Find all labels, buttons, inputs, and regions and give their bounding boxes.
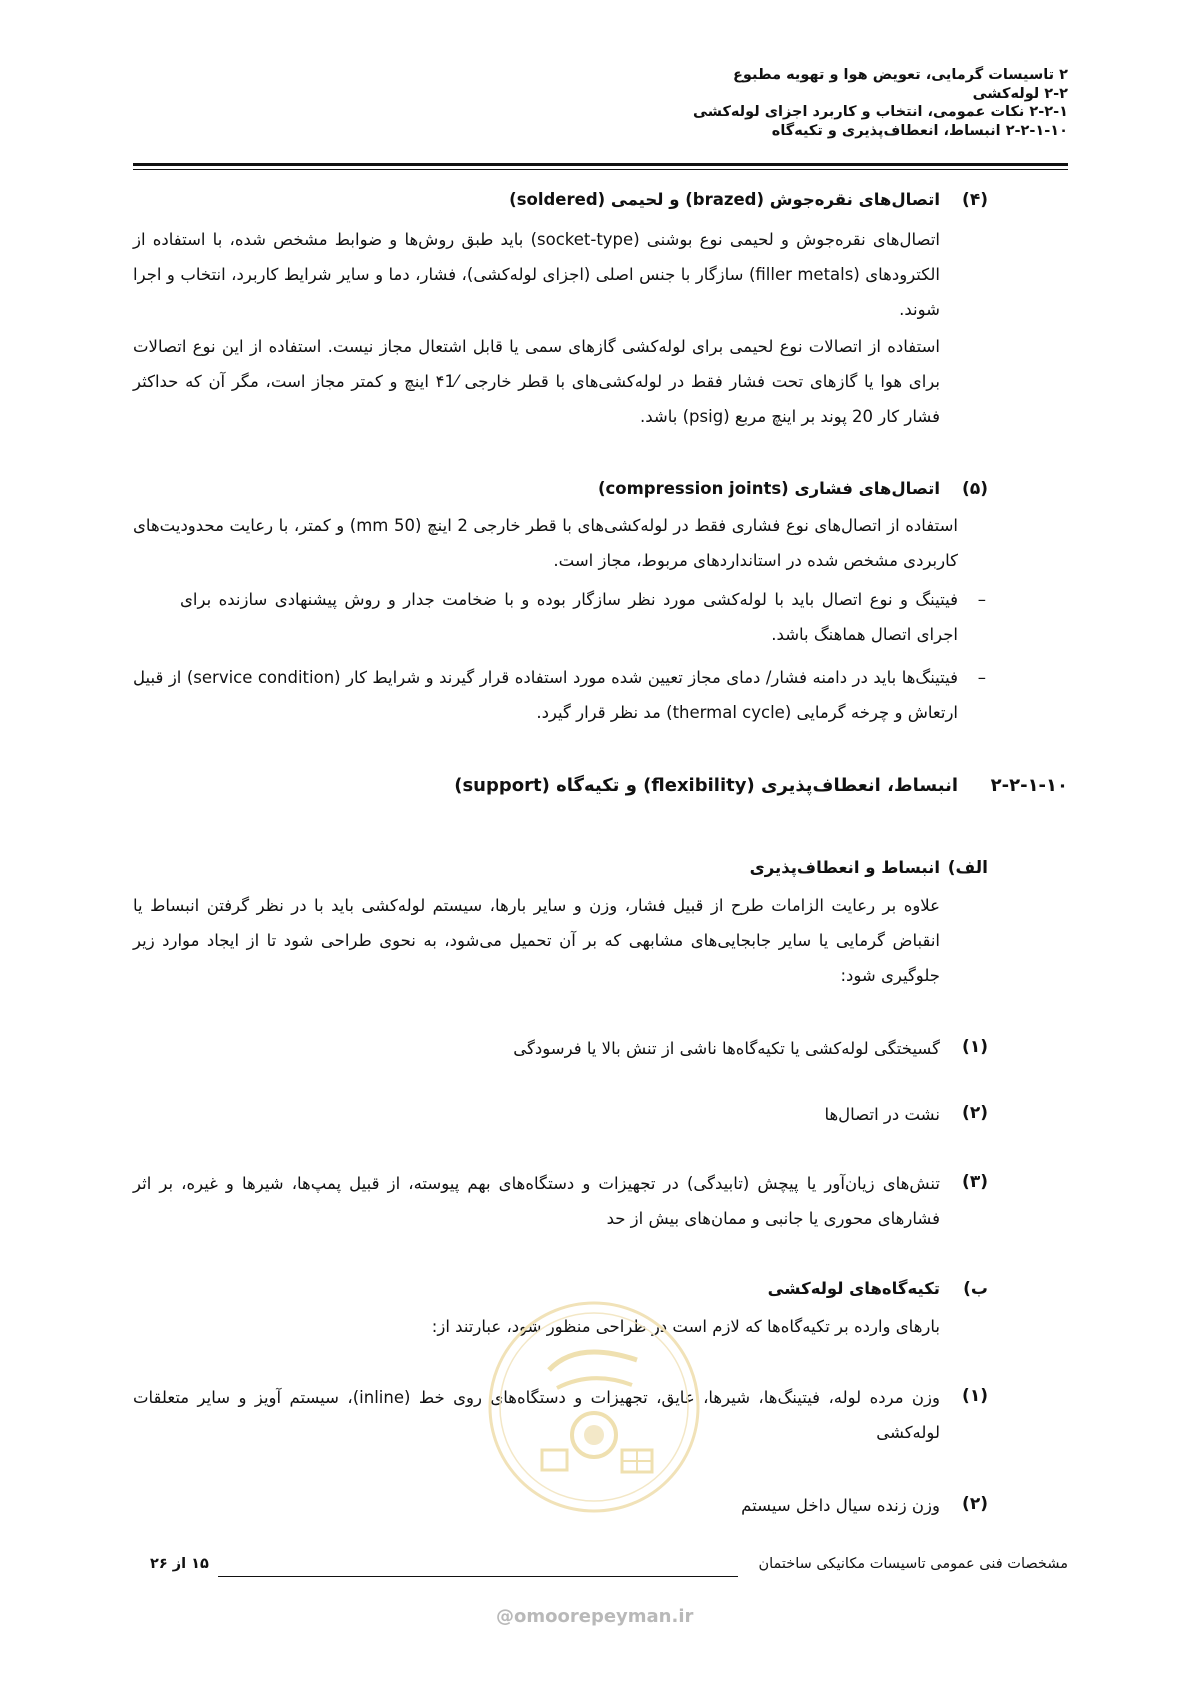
list-number: (۱) [962, 1386, 988, 1406]
bullet-fitting-compatibility: فیتینگ و نوع اتصال باید با لوله‌کشی مورد نظر سازگار بوده و با ضخامت جدار و روش پیشنهادی سازنده برای اجرای اتصال هماهنگ باشد. [180, 590, 958, 644]
section-title: انبساط، انعطاف‌پذیری (flexibility) و تکیه‌گاه (support) [454, 775, 958, 796]
list-item-harmful-stress: تنش‌های زیان‌آور یا پیچش (تابیدگی) در تجهیزات و دستگاه‌های بهم پیوسته، از قبیل پمپ‌ها، شیرها و غیره، بر اثر فشارهای محوری یا جانبی و ممان‌های بیش از حد [133, 1174, 940, 1228]
list-number: (۲) [962, 1494, 988, 1514]
list-number: (۳) [962, 1172, 988, 1192]
item-number-5: (۵) [962, 479, 988, 499]
watermark-site-text: @omoorepeyman.ir [496, 1606, 694, 1627]
list-item-rupture: گسیختگی لوله‌کشی یا تکیه‌گاه‌ها ناشی از تنش بالا یا فرسودگی [513, 1039, 940, 1058]
subsection-be-title: تکیه‌گاه‌های لوله‌کشی [767, 1279, 940, 1298]
footer-page-number: ۱۵ از ۲۶ [150, 1556, 209, 1572]
header-rule-thick [133, 163, 1068, 166]
header-chapter: ۲ تاسیسات گرمایی، تعویض هوا و تهویه مطبوع [733, 67, 1068, 83]
paragraph-brazed-2: استفاده از اتصالات نوع لحیمی برای لوله‌کشی گازهای سمی یا قابل اشتعال مجاز نیست. استفاده از این نوع اتصالات برای هوا یا گازهای تحت فشار فقط در لوله‌کشی‌های با قطر خارجی ⁄۴1 اینچ و کمتر مجاز است، مگر آن که حداکثر فشار کار 20 پوند بر اینچ مربع (psig) باشد. [133, 337, 940, 426]
subsection-alef-title: انبساط و انعطاف‌پذیری [749, 858, 940, 877]
footer-rule [218, 1576, 738, 1577]
page-header [693, 66, 1068, 140]
paragraph-brazed-1: اتصال‌های نقره‌جوش و لحیمی نوع بوشنی (socket-type) باید طبق روش‌ها و ضوابط مشخص شده، با استفاده از الکترودهای (filler metals) سازگار با جنس اصلی (اجزای لوله‌کشی)، فشار، دما و سایر شرایط کاربرد، انتخاب و اجرا شوند. [133, 230, 941, 319]
subsection-be-label: ب) [963, 1279, 988, 1299]
item-number-4: (۴) [962, 190, 988, 210]
list-number: (۲) [962, 1103, 988, 1123]
item-title-compression-joints: اتصال‌های فشاری (compression joints) [597, 479, 940, 498]
list-number: (۱) [962, 1037, 988, 1057]
header-subsection: ۲-۲-۱ نکات عمومی، انتخاب و کاربرد اجزای لوله‌کشی [693, 104, 1068, 120]
paragraph-expansion: علاوه بر رعایت الزامات طرح از قبیل فشار، وزن و سایر بارها، سیستم لوله‌کشی باید با در نظر گرفتن انبساط یا انقباض گرمایی یا سایر جابجایی‌های مشابهی که بر آن تحمیل می‌شود، به نحوی طراحی شود تا از ایجاد موارد زیر جلوگیری شود: [133, 896, 940, 985]
item-title-brazed-soldered: اتصال‌های نقره‌جوش (brazed) و لحیمی (soldered) [509, 190, 940, 209]
list-item-leakage: نشت در اتصال‌ها [824, 1105, 940, 1124]
paragraph-support-loads: بارهای وارده بر تکیه‌گاه‌ها که لازم است در طراحی منظور شود، عبارتند از: [431, 1317, 940, 1336]
list-item-live-load: وزن زنده سیال داخل سیستم [741, 1496, 940, 1515]
header-topic: ۲-۲-۱-۱۰ انبساط، انعطاف‌پذیری و تکیه‌گاه [771, 122, 1068, 139]
subsection-alef-label: الف) [947, 858, 988, 878]
header-section: ۲-۲ لوله‌کشی [972, 85, 1068, 102]
header-rule-thin [133, 169, 1068, 170]
list-item-dead-load: وزن مرده لوله، فیتینگ‌ها، شیرها، عایق، تجهیزات و دستگاه‌های روی خط (inline)، سیستم آویز و سایر متعلقات لوله‌کشی [133, 1388, 940, 1442]
paragraph-compression: استفاده از اتصال‌های نوع فشاری فقط در لوله‌کشی‌های با قطر خارجی 2 اینچ (50 mm) و کمتر، با رعایت محدودیت‌های کاربردی مشخص شده در استانداردهای مربوط، مجاز است. [133, 516, 958, 570]
bullet-fitting-pressure-range: فیتینگ‌ها باید در دامنه فشار/ دمای مجاز تعیین شده مورد استفاده قرار گیرند و شرایط کار (service condition) از قبیل ارتعاش و چرخه گرمایی (thermal cycle) مد نظر قرار گیرد. [133, 668, 958, 722]
bullet-dash: – [977, 590, 986, 609]
footer-document-title: مشخصات فنی عمومی تاسیسات مکانیکی ساختمان [758, 1556, 1068, 1572]
section-number: ۲-۲-۱-۱۰ [990, 775, 1068, 796]
bullet-dash: – [977, 668, 986, 687]
